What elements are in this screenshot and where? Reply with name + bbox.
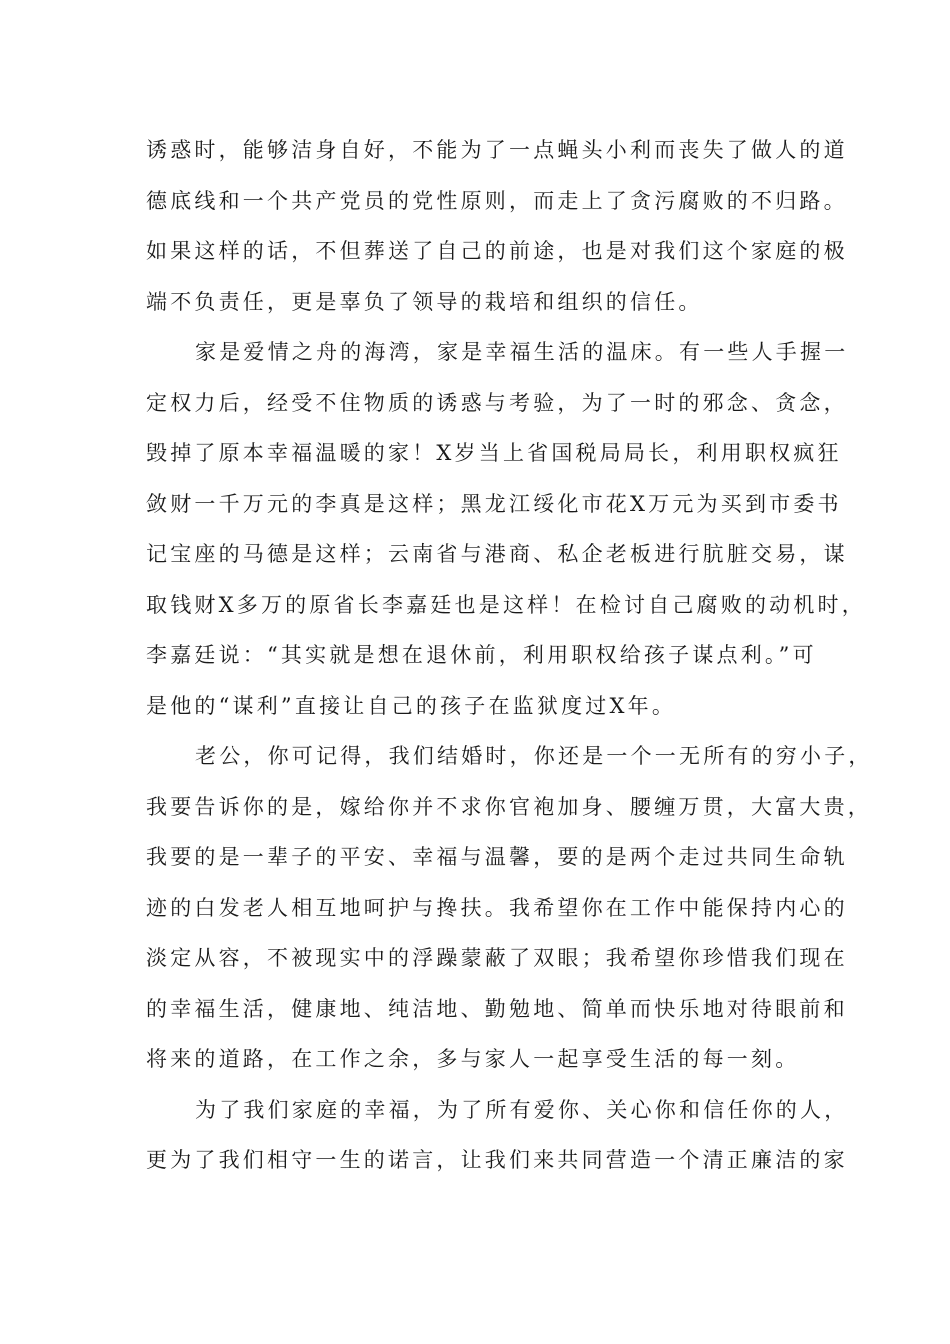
document-body <box>146 125 873 1186</box>
text-line: 将来的道路，在工作之余，多与家人一起享受生活的每一刻。 <box>146 1047 800 1071</box>
text-line: 李嘉廷说：“其实就是想在退休前，利用职权给孩子谋点利。”可 <box>146 643 817 667</box>
text-line: 我要告诉你的是，嫁给你并不求你官袍加身、腰缠万贯，大富大贵， <box>146 794 872 819</box>
text-line: 毁掉了原本幸福温暖的家！X岁当上省国税局局长，利用职权疯狂 <box>146 441 842 465</box>
text-line: 迹的白发老人相互地呵护与搀扶。我希望你在工作中能保持内心的 <box>146 895 848 920</box>
text-line: 德底线和一个共产党员的党性原则，而走上了贪污腐败的不归路。 <box>146 188 848 213</box>
text-line: 取钱财X多万的原省长李嘉廷也是这样！在检讨自己腐败的动机时， <box>146 592 866 617</box>
text-line: 敛财一千万元的李真是这样；黑龙江绥化市花X万元为买到市委书 <box>146 491 842 516</box>
text-line: 为了我们家庭的幸福，为了所有爱你、关心你和信任你的人， <box>195 1097 849 1122</box>
paragraph <box>146 731 873 1085</box>
paragraph <box>146 125 848 327</box>
text-line: 的幸福生活，健康地、纯洁地、勤勉地、简单而快乐地对待眼前和 <box>146 996 848 1021</box>
text-line: 更为了我们相守一生的诺言，让我们来共同营造一个清正廉洁的家 <box>146 1148 848 1172</box>
text-line: 诱惑时，能够洁身自好，不能为了一点蝇头小利而丧失了做人的道 <box>146 138 848 162</box>
text-line: 是他的“谋利”直接让自己的孩子在监狱度过X年。 <box>146 693 677 718</box>
text-line: 记宝座的马德是这样；云南省与港商、私企老板进行肮脏交易，谋 <box>146 542 848 566</box>
text-line: 如果这样的话，不但葬送了自己的前途，也是对我们这个家庭的极 <box>146 239 848 263</box>
text-line: 家是爱情之舟的海湾，家是幸福生活的温床。有一些人手握一 <box>195 340 849 364</box>
text-line: 淡定从容，不被现实中的浮躁蒙蔽了双眼；我希望你珍惜我们现在 <box>146 946 848 970</box>
text-line: 定权力后，经受不住物质的诱惑与考验，为了一时的邪念、贪念， <box>146 390 848 415</box>
paragraph <box>146 327 866 731</box>
paragraph <box>146 1085 849 1186</box>
text-line: 老公，你可记得，我们结婚时，你还是一个一无所有的穷小子， <box>195 744 873 768</box>
text-line: 端不负责任，更是辜负了领导的栽培和组织的信任。 <box>146 289 703 314</box>
text-line: 我要的是一辈子的平安、幸福与温馨，要的是两个走过共同生命轨 <box>146 845 848 869</box>
